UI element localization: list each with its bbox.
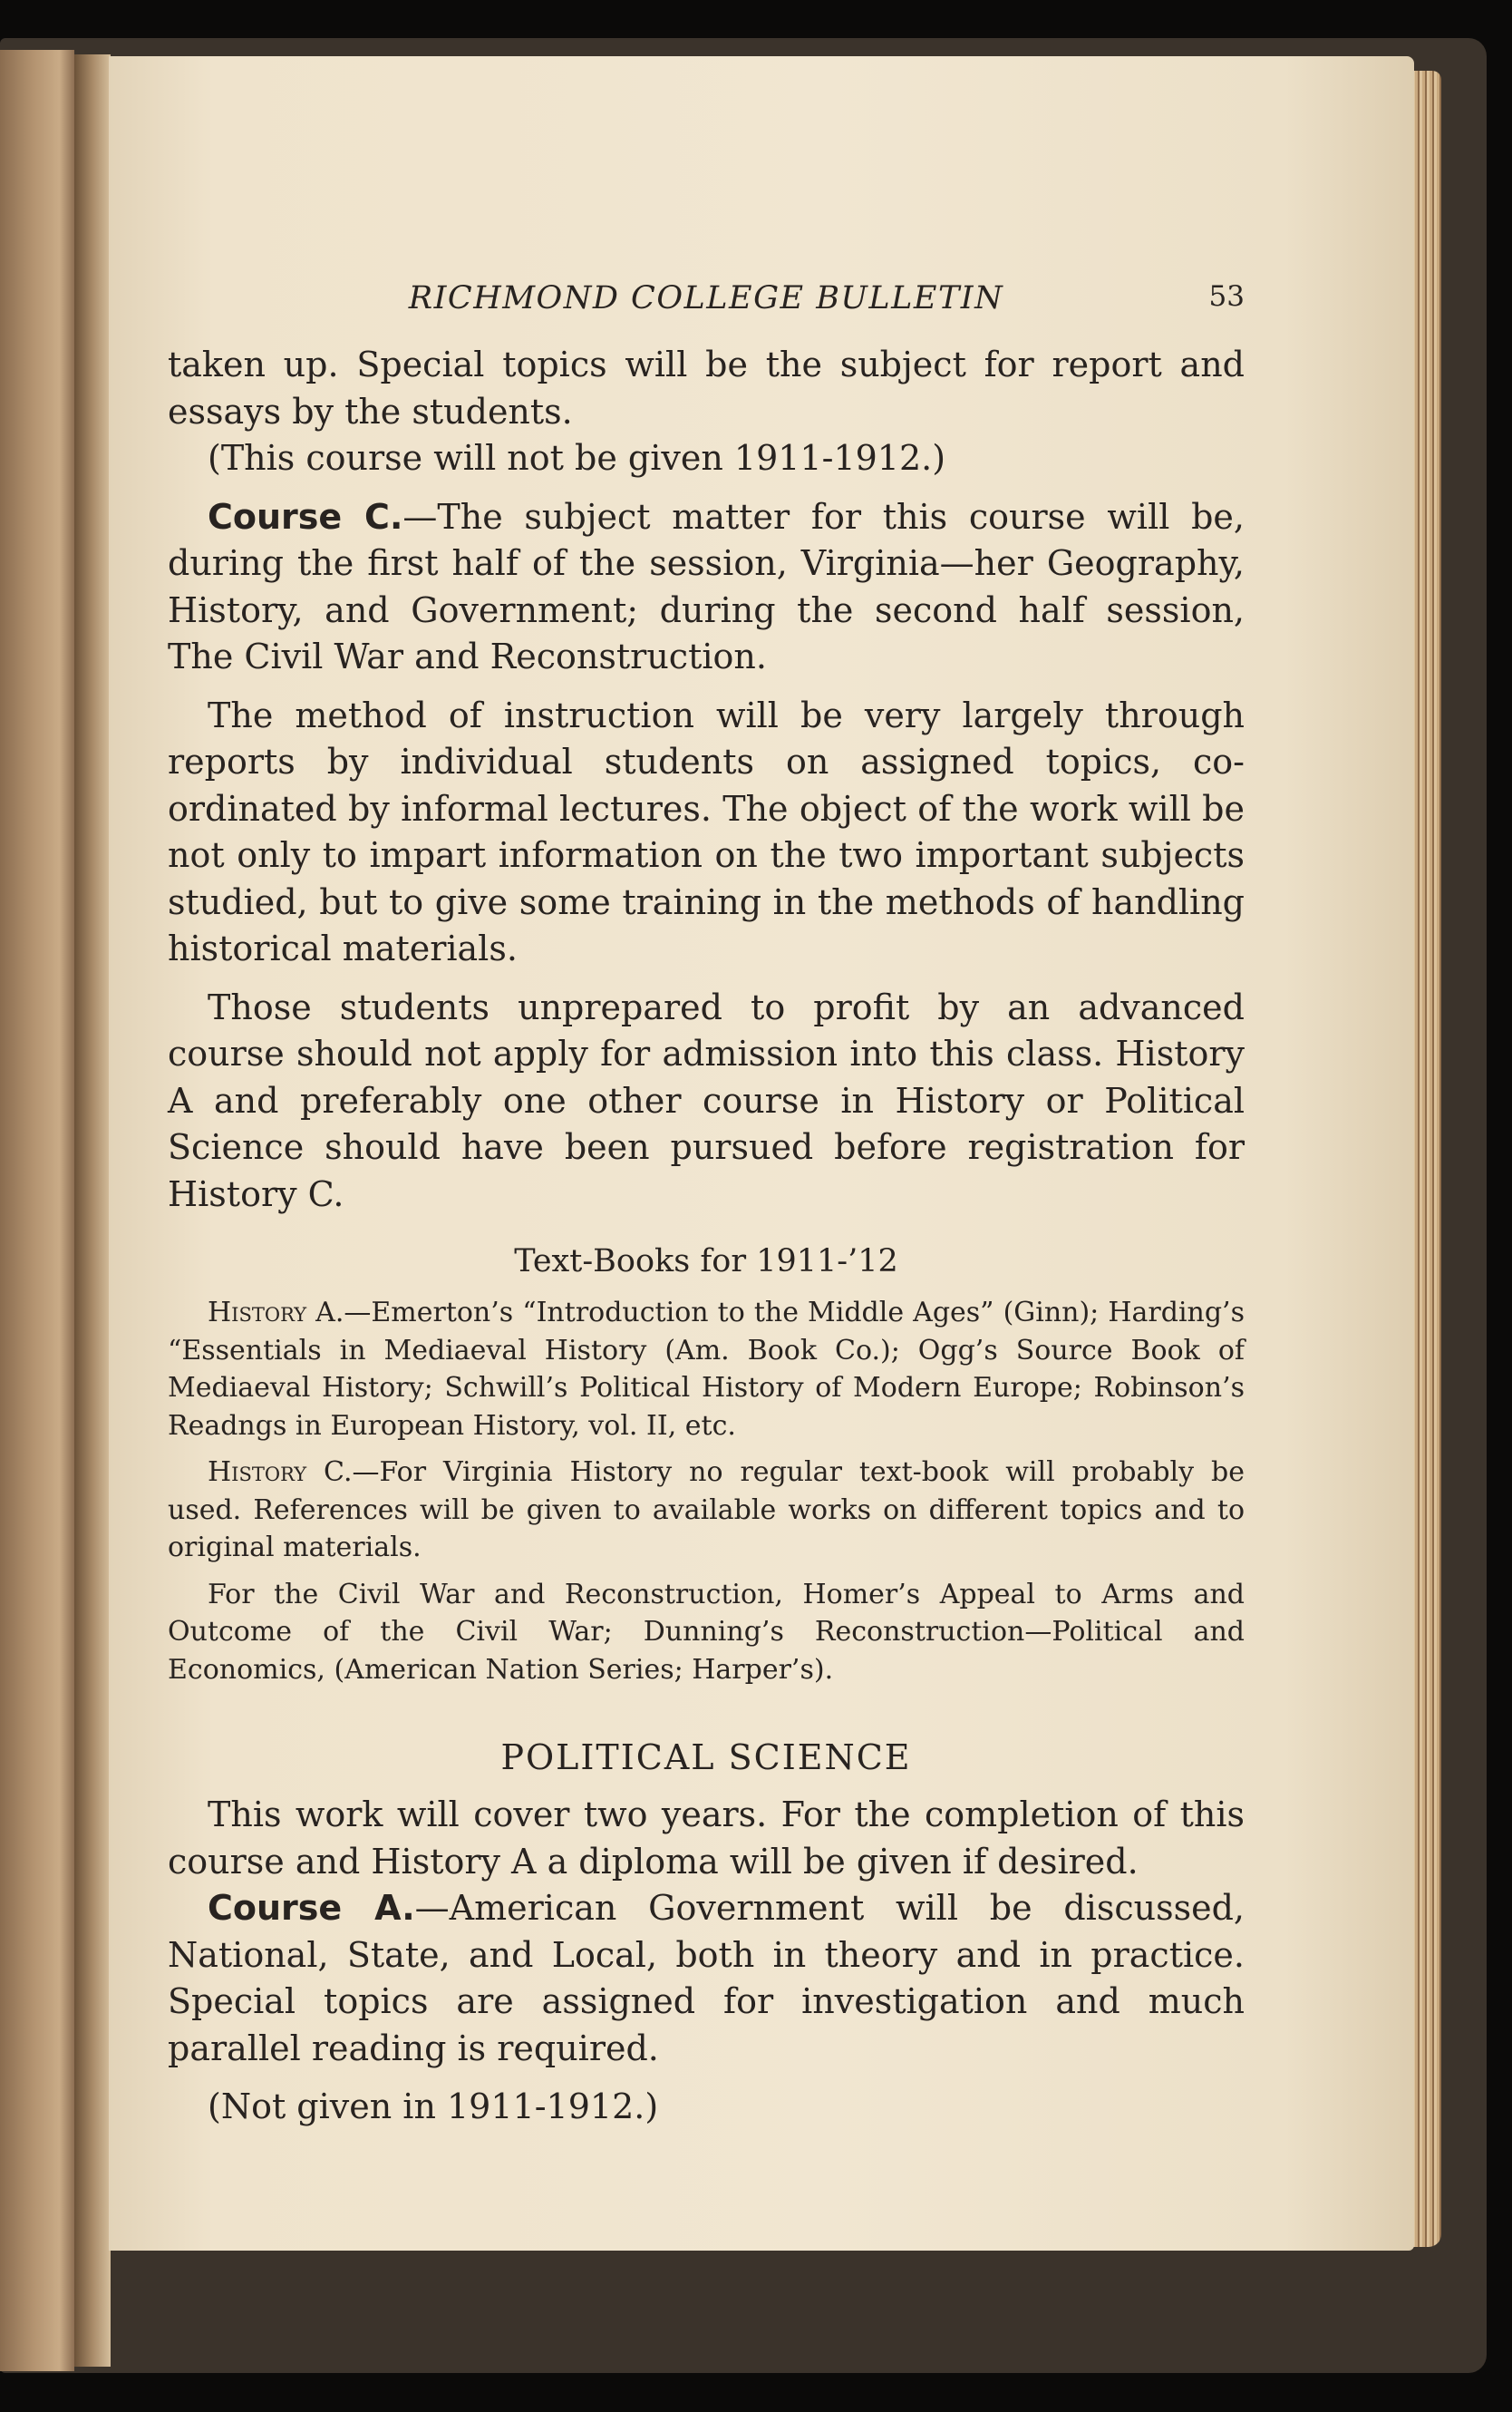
history-a-text: A.—Emerton’s “Introduction to the Middle Ages” (Ginn); Harding’s “Essentials in Mediaeval History (Am. Book Co.); Ogg’s Source Book of Mediaeval History; Schwill’s Political History of Modern Europe; Robinson’s Readngs in European History, vol. II, etc. <box>168 1297 1245 1442</box>
course-a-text: —American Government will be discussed, National, State, and Local, both in theory and in practice. Special topics are assigned for investigation and much parallel reading is required. <box>168 1888 1245 2068</box>
textbook-history-c <box>168 1454 1245 1567</box>
history-c-label: History <box>208 1456 307 1488</box>
textbook-history-a <box>168 1294 1245 1444</box>
paragraph-continued: taken up. Special topics will be the subject for report and essays by the students. <box>168 345 1245 432</box>
paragraph-course-a <box>168 1885 1245 2072</box>
page-content <box>168 277 1245 2131</box>
textbook-civil-war: For the Civil War and Reconstruction, Homer’s Appeal to Arms and Outcome of the Civil War; Dunning’s Reconstruction—Political and Economics, (American Nation Series; Harper’s). <box>168 1578 1245 1686</box>
course-a-run-in: Course A. <box>208 1888 415 1928</box>
running-title: RICHMOND COLLEGE BULLETIN <box>408 280 1004 316</box>
paragraph-course-c <box>168 494 1245 681</box>
paragraph-prerequisites: Those students unprepared to profit by an advanced course should not apply for admission into this class. History A and preferably one other course in History or Political Science should have been pursued before registration for History C. <box>168 987 1245 1214</box>
paragraph-not-given-note: (This course will not be given 1911-1912.) <box>208 438 946 478</box>
facing-page-edge <box>0 50 74 2371</box>
paragraph-ps-intro: This work will cover two years. For the completion of this course and History A a diploma will be given if desired. <box>168 1794 1245 1882</box>
page-number: 53 <box>1208 280 1245 313</box>
textbooks-heading: Text-Books for 1911-’12 <box>514 1243 898 1279</box>
paragraph-method: The method of instruction will be very largely through reports by individual students on assigned topics, co-ordinated by informal lectures. The object of the work will be not only to impart information on the two important subjects studied, but to give some training in the methods of handling historical materials. <box>168 695 1245 968</box>
course-c-run-in: Course C. <box>208 496 403 537</box>
running-head <box>168 277 1245 316</box>
history-c-text: C.—For Virginia History no regular text-book will probably be used. References will be given to available works on different topics and to original materials. <box>168 1456 1245 1563</box>
section-heading-political-science: POLITICAL SCIENCE <box>500 1737 912 1777</box>
book-gutter <box>74 54 111 2367</box>
paragraph-ps-not-given: (Not given in 1911-1912.) <box>208 2086 659 2126</box>
history-a-label: History <box>208 1297 307 1328</box>
course-c-text: —The subject matter for this course will be, during the first half of the session, Virginia—her Geography, History, and Government; during the second half session, The Civil War and Reconstruction. <box>168 496 1245 676</box>
